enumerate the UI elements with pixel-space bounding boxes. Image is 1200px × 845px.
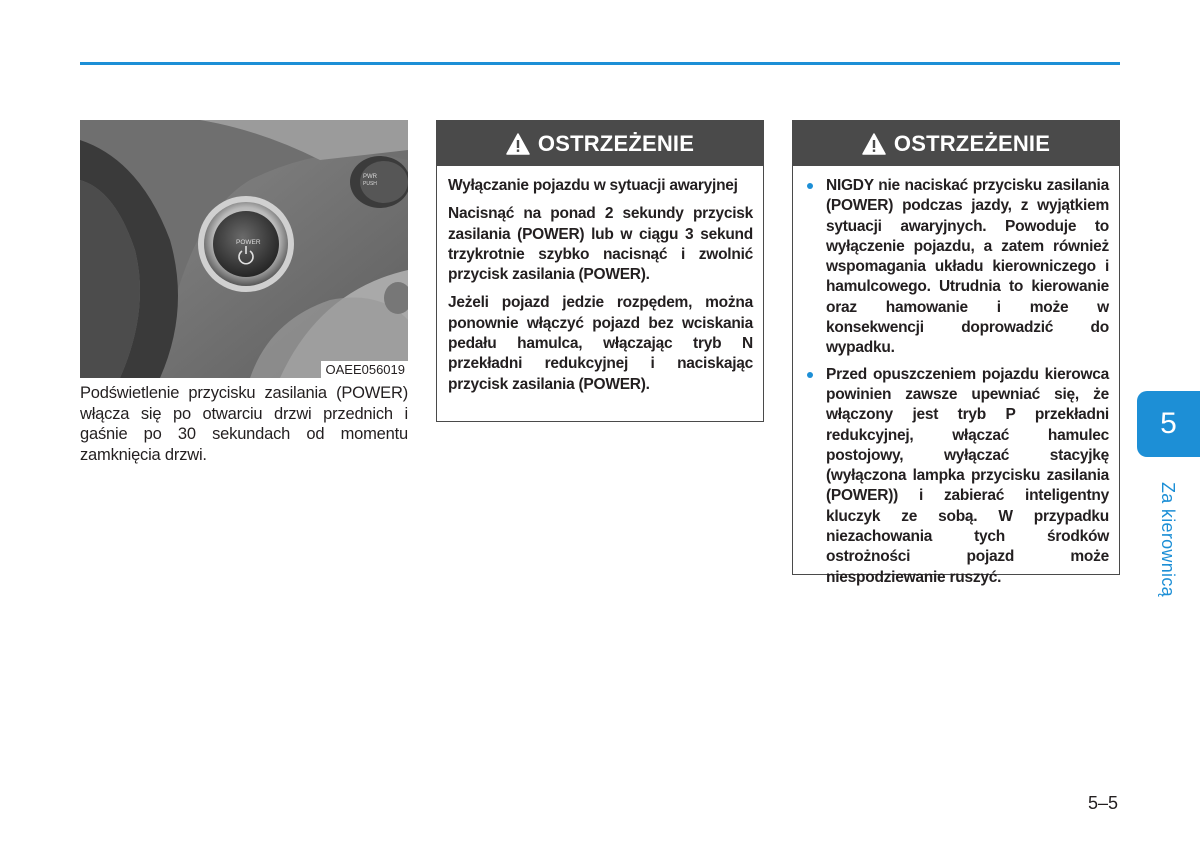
chapter-title: Za kierownicą bbox=[1158, 482, 1178, 597]
list-item bbox=[804, 365, 1109, 588]
list-item-text: Przed opuszczeniem pojazdu kierowca powinien zawsze upewniać się, że włączony jest tryb P przekładni redukcyjnej, włączać hamulec postojowy, wyłączać stacyjkę (wyłączona lampka przycisku zasilania (POWER)) i zabierać inteligentny kluczyk ze sobą. W przypadku niezachowania tych środków ostrożności pojazd może niespodziewanie ruszyć. bbox=[826, 365, 1109, 586]
bullet-icon bbox=[807, 372, 813, 378]
warning-paragraph: Wyłączanie pojazdu w sytuacji awaryjnej bbox=[448, 177, 738, 194]
list-item-text: NIGDY nie naciskać przycisku zasilania (POWER) podczas jazdy, z wyjątkiem sytuacji awaryjnych. Powoduje to wyłączenie pojazdu, a zatem również wspomagania układu kierowniczego i hamulcowego. Utrudnia to kierowanie oraz hamowanie i może w konsekwencji doprowadzić do wypadku. bbox=[826, 177, 1109, 357]
warning-body bbox=[437, 166, 763, 395]
warning-box-power-button-driving bbox=[792, 120, 1120, 586]
warning-box-emergency-shutdown bbox=[436, 120, 764, 422]
warning-triangle-icon bbox=[862, 133, 886, 155]
warning-paragraph: Jeżeli pojazd jedzie rozpędem, można ponownie włączyć pojazd bez wciskania pedału hamulca, włączając tryb N przekładni redukcyjnej i naciskając przycisk zasilania (POWER). bbox=[448, 294, 753, 393]
figure-caption: Podświetlenie przycisku zasilania (POWER) włącza się po otwarciu drzwi przednich i gaśnie po 30 sekundach od momentu zamknięcia drzwi. bbox=[80, 384, 408, 464]
dashboard-illustration bbox=[80, 120, 408, 378]
chapter-number: 5 bbox=[1160, 407, 1177, 440]
small-button-label-1: PWR bbox=[363, 174, 377, 180]
figure-code: OAEE056019 bbox=[321, 361, 408, 378]
warning-title: OSTRZEŻENIE bbox=[537, 130, 695, 156]
warning-title: OSTRZEŻENIE bbox=[893, 130, 1051, 156]
small-button-label-2: PUSH bbox=[363, 181, 377, 187]
warning-list bbox=[804, 176, 1109, 588]
bullet-icon bbox=[807, 183, 813, 189]
page-number: 5–5 bbox=[1088, 793, 1119, 813]
header-rule bbox=[80, 62, 1120, 65]
chapter-tab bbox=[1137, 391, 1200, 457]
warning-triangle-icon bbox=[506, 133, 530, 155]
warning-body bbox=[793, 166, 1119, 588]
power-button-photo bbox=[80, 120, 408, 378]
warning-header bbox=[793, 121, 1119, 166]
list-item bbox=[804, 176, 1109, 359]
warning-paragraph: Nacisnąć na ponad 2 sekundy przycisk zasilania (POWER) lub w ciągu 3 sekund trzykrotnie szybko nacisnąć i zwolnić przycisk zasilania (POWER). bbox=[448, 205, 753, 284]
power-button-label: POWER bbox=[236, 239, 261, 246]
warning-header bbox=[437, 121, 763, 166]
